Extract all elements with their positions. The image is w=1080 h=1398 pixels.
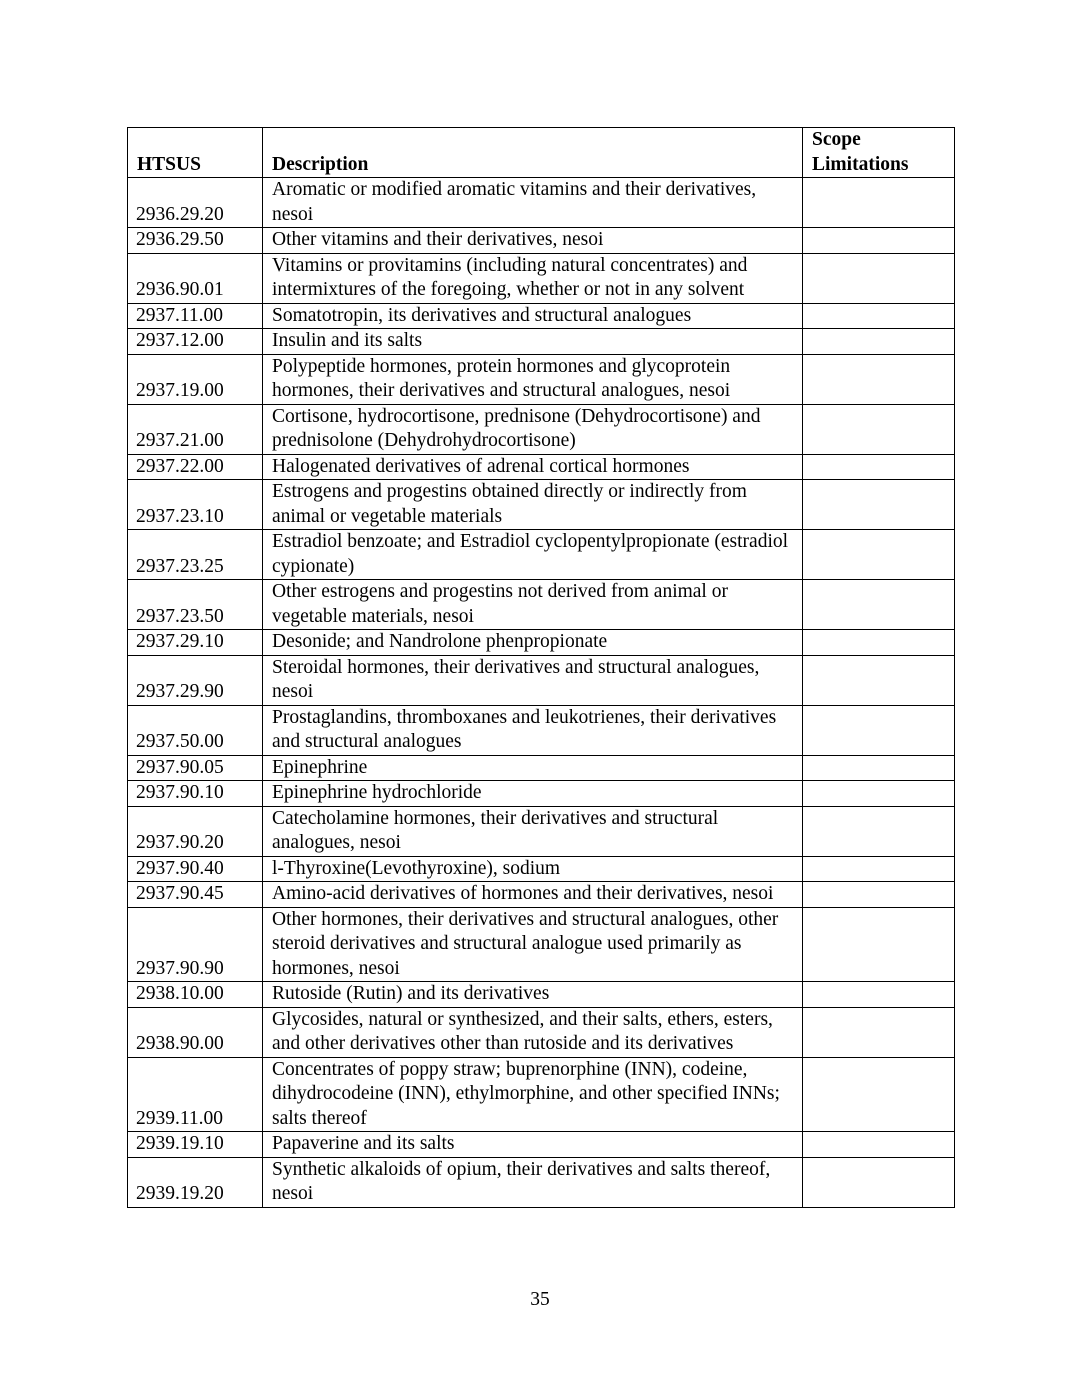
htsus-code-cell: 2937.90.90 [128, 907, 263, 982]
scope-limitations-cell [803, 982, 955, 1008]
table-row [128, 781, 955, 807]
table-row [128, 580, 955, 630]
table-row [128, 1157, 955, 1207]
description-cell: l-Thyroxine(Levothyroxine), sodium [263, 856, 803, 882]
description-cell: Steroidal hormones, their derivatives and structural analogues, nesoi [263, 655, 803, 705]
htsus-code-cell: 2938.10.00 [128, 982, 263, 1008]
htsus-code-cell: 2939.11.00 [128, 1057, 263, 1132]
htsus-code-cell: 2937.90.10 [128, 781, 263, 807]
description-cell: Vitamins or provitamins (including natural concentrates) and intermixtures of the foregoing, whether or not in any solvent [263, 253, 803, 303]
htsus-code-cell: 2937.12.00 [128, 329, 263, 355]
htsus-code-cell: 2937.50.00 [128, 705, 263, 755]
scope-limitations-cell [803, 907, 955, 982]
table-row [128, 253, 955, 303]
scope-limitations-cell [803, 178, 955, 228]
scope-limitations-cell [803, 856, 955, 882]
scope-limitations-cell [803, 1157, 955, 1207]
scope-limitations-cell [803, 404, 955, 454]
description-cell: Other hormones, their derivatives and structural analogues, other steroid derivatives and structural analogue used primarily as hormones, nesoi [263, 907, 803, 982]
scope-limitations-cell [803, 580, 955, 630]
scope-limitations-cell [803, 329, 955, 355]
htsus-code-cell: 2937.90.45 [128, 882, 263, 908]
scope-limitations-cell [803, 705, 955, 755]
description-cell: Polypeptide hormones, protein hormones and glycoprotein hormones, their derivatives and structural analogues, nesoi [263, 354, 803, 404]
htsus-code-cell: 2937.23.25 [128, 530, 263, 580]
htsus-code-cell: 2937.90.05 [128, 755, 263, 781]
htsus-code-cell: 2938.90.00 [128, 1007, 263, 1057]
htsus-table [127, 127, 955, 1208]
description-cell: Prostaglandins, thromboxanes and leukotrienes, their derivatives and structural analogues [263, 705, 803, 755]
table-row [128, 982, 955, 1008]
table-row [128, 705, 955, 755]
htsus-code-cell: 2937.11.00 [128, 303, 263, 329]
scope-limitations-cell [803, 228, 955, 254]
htsus-code-cell: 2937.29.10 [128, 630, 263, 656]
scope-limitations-cell [803, 755, 955, 781]
description-cell: Somatotropin, its derivatives and structural analogues [263, 303, 803, 329]
htsus-code-cell: 2937.90.40 [128, 856, 263, 882]
table-row [128, 1132, 955, 1158]
description-cell: Epinephrine [263, 755, 803, 781]
scope-limitations-cell [803, 806, 955, 856]
table-row [128, 329, 955, 355]
table-header-row [128, 128, 955, 178]
table-row [128, 480, 955, 530]
description-cell: Glycosides, natural or synthesized, and their salts, ethers, esters, and other derivatives other than rutoside and its derivatives [263, 1007, 803, 1057]
scope-limitations-cell [803, 781, 955, 807]
scope-limitations-cell [803, 1057, 955, 1132]
description-cell: Insulin and its salts [263, 329, 803, 355]
header-description: Description [263, 128, 803, 178]
description-cell: Synthetic alkaloids of opium, their derivatives and salts thereof, nesoi [263, 1157, 803, 1207]
description-cell: Aromatic or modified aromatic vitamins and their derivatives, nesoi [263, 178, 803, 228]
description-cell: Amino-acid derivatives of hormones and their derivatives, nesoi [263, 882, 803, 908]
htsus-code-cell: 2937.29.90 [128, 655, 263, 705]
htsus-code-cell: 2937.21.00 [128, 404, 263, 454]
scope-limitations-cell [803, 530, 955, 580]
description-cell: Cortisone, hydrocortisone, prednisone (Dehydrocortisone) and prednisolone (Dehydrohydrocortisone) [263, 404, 803, 454]
table-row [128, 228, 955, 254]
htsus-code-cell: 2936.29.50 [128, 228, 263, 254]
scope-limitations-cell [803, 480, 955, 530]
table-row [128, 907, 955, 982]
table-row [128, 303, 955, 329]
description-cell: Estradiol benzoate; and Estradiol cyclopentylpropionate (estradiol cypionate) [263, 530, 803, 580]
table-row [128, 755, 955, 781]
table-row [128, 454, 955, 480]
header-htsus: HTSUS [128, 128, 263, 178]
description-cell: Other vitamins and their derivatives, nesoi [263, 228, 803, 254]
table-row [128, 178, 955, 228]
htsus-code-cell: 2937.19.00 [128, 354, 263, 404]
scope-limitations-cell [803, 454, 955, 480]
table-row [128, 530, 955, 580]
table-row [128, 354, 955, 404]
htsus-code-cell: 2936.90.01 [128, 253, 263, 303]
scope-limitations-cell [803, 1132, 955, 1158]
table-row [128, 1007, 955, 1057]
description-cell: Estrogens and progestins obtained directly or indirectly from animal or vegetable materials [263, 480, 803, 530]
header-scope-limitations: Scope Limitations [803, 128, 955, 178]
description-cell: Catecholamine hormones, their derivatives and structural analogues, nesoi [263, 806, 803, 856]
table-row [128, 630, 955, 656]
scope-limitations-cell [803, 882, 955, 908]
table-row [128, 806, 955, 856]
table-row [128, 856, 955, 882]
table-row [128, 1057, 955, 1132]
scope-limitations-cell [803, 253, 955, 303]
description-cell: Rutoside (Rutin) and its derivatives [263, 982, 803, 1008]
description-cell: Papaverine and its salts [263, 1132, 803, 1158]
htsus-code-cell: 2937.22.00 [128, 454, 263, 480]
description-cell: Epinephrine hydrochloride [263, 781, 803, 807]
htsus-code-cell: 2939.19.20 [128, 1157, 263, 1207]
scope-limitations-cell [803, 1007, 955, 1057]
htsus-code-cell: 2936.29.20 [128, 178, 263, 228]
table-row [128, 404, 955, 454]
description-cell: Other estrogens and progestins not derived from animal or vegetable materials, nesoi [263, 580, 803, 630]
scope-limitations-cell [803, 655, 955, 705]
scope-limitations-cell [803, 354, 955, 404]
table-row [128, 655, 955, 705]
description-cell: Halogenated derivatives of adrenal cortical hormones [263, 454, 803, 480]
scope-limitations-cell [803, 303, 955, 329]
htsus-code-cell: 2939.19.10 [128, 1132, 263, 1158]
htsus-code-cell: 2937.23.10 [128, 480, 263, 530]
description-cell: Concentrates of poppy straw; buprenorphine (INN), codeine, dihydrocodeine (INN), ethylmorphine, and other specified INNs; salts thereof [263, 1057, 803, 1132]
table-body [128, 178, 955, 1208]
table-row [128, 882, 955, 908]
page-number: 35 [530, 1289, 550, 1310]
htsus-code-cell: 2937.23.50 [128, 580, 263, 630]
htsus-code-cell: 2937.90.20 [128, 806, 263, 856]
scope-limitations-cell [803, 630, 955, 656]
description-cell: Desonide; and Nandrolone phenpropionate [263, 630, 803, 656]
